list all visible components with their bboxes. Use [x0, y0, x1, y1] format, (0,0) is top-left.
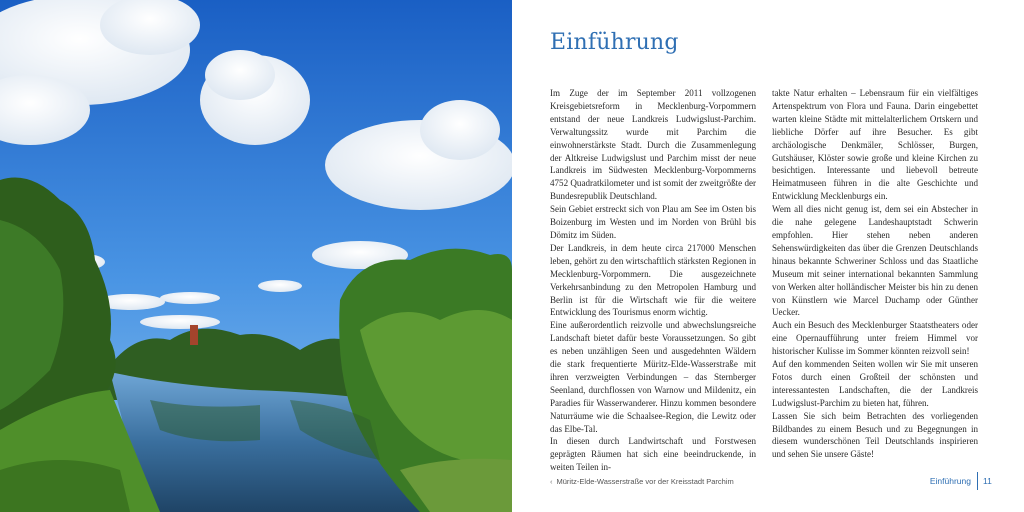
- footer-divider: [977, 472, 978, 490]
- photo-caption: [550, 477, 734, 486]
- paragraph: Der Landkreis, in dem heute circa 217000 Menschen leben, gehört zu den wirtschaftlich stärksten Regionen in Mecklenburg-Vorpommern. Die ausgezeichnete Verkehrsanbindung zu den Metropolen Hamburg und Berlin ist für die Wirtschaft wie für die weitere Entwicklung des Tourismus enorm wichtig.: [550, 242, 757, 318]
- page-number: 11: [983, 476, 992, 486]
- paragraph: takte Natur erhalten – Lebensraum für ein vielfältiges Artenspektrum von Flora und Fauna. Darin eingebettet warten kleine Städte mit mittelalterlichem Ortskern und liebliche Dörfer auf ihre Besucher. Es gibt archäologische Denkmäler, Schlösser, Burgen, Gutshäuser, Klöster sowie große und kleine Kirchen zu besichtigen. Interessante und liebevoll betreute Heimatmuseen führen in die alte Geschichte und Entwicklung Mecklenburgs ein.: [772, 88, 978, 202]
- paragraph: Sein Gebiet erstreckt sich von Plau am See im Osten bis Boizenburg im Westen und im Norden von Brühl bis Dömitz im Süden.: [550, 204, 756, 240]
- paragraph: Auch ein Besuch des Mecklenburger Staatstheaters oder eine Opernaufführung unter freiem Himmel vor historischer Kulisse im Sommer könnten reizvoll sein!: [772, 320, 978, 357]
- text-column-right: [772, 87, 978, 461]
- chevron-left-icon: ‹: [550, 477, 553, 486]
- caption-text: Müritz-Elde-Wasserstraße vor der Kreisstadt Parchim: [556, 477, 734, 486]
- paragraph: Eine außerordentlich reizvolle und abwechslungsreiche Landschaft bietet dafür beste Voraussetzungen. So gibt es neben unzähligen Seen und ausgedehnten Wäldern die stark frequentierte Müritz-Elde-Wasserstraße mit ihren verzweigten Verbindungen – das Sternberger Seenland, durchflossen von Warnow und Mildenitz, ein Paradies für Wasserwanderer. Hinzu kommen besondere Naturräume wie die Schaalsee-Region, die Lewitz oder das Elbe-Tal.: [550, 320, 756, 434]
- text-column-left: [550, 87, 756, 474]
- paragraph: Im Zuge der im September 2011 vollzogenen Kreisgebietsreform in Mecklenburg-Vorpommern entstand der neue Landkreis Ludwigslust-Parchim. Verwaltungssitz wurde mit Parchim die einwohnerstärkste Stadt. Durch die Zusammenlegung der Altkreise Ludwigslust und Parchim misst der neue Landkreis im Südwesten Mecklenburg-Vorpommerns 4752 Quadratkilometer und ist somit der zweitgrößte der Bundesrepublik Deutschland.: [550, 88, 756, 202]
- page-title: Einführung: [550, 30, 679, 55]
- paragraph: Auf den kommenden Seiten wollen wir Sie mit unseren Fotos durch einen Großteil der schönsten und interessantesten Landschaften, die der Landkreis Ludwigslust-Parchim zu bieten hat, führen.: [772, 359, 978, 408]
- paragraph: Wem all dies nicht genug ist, dem sei ein Abstecher in die nahe gelegene Landeshauptstadt Schwerin empfohlen. Hier stehen neben anderen Sehenswürdigkeiten das über die Grenzen Deutschlands hinaus bekannte Schweriner Schloss und das Staatliche Museum mit seiner international bekannten Sammlung von Werken alter holländischer Meister bis hin zu denen von Künstlern wie Marcel Duchamp oder Günther Uecker.: [772, 204, 978, 318]
- paragraph: Lassen Sie sich beim Betrachten des vorliegenden Bildbandes zu einem Besuch und zu Begegnungen in diesem wunderschönen Teil Deutschlands inspirieren und sehen Sie unsere Gäste!: [772, 410, 978, 460]
- footer-section-title: Einführung: [929, 476, 971, 486]
- text-page: [512, 0, 1024, 512]
- paragraph: In diesen durch Landwirtschaft und Forstwesen geprägten Räumen hat sich eine beeindruckende, in weiten Teilen in-: [550, 436, 756, 473]
